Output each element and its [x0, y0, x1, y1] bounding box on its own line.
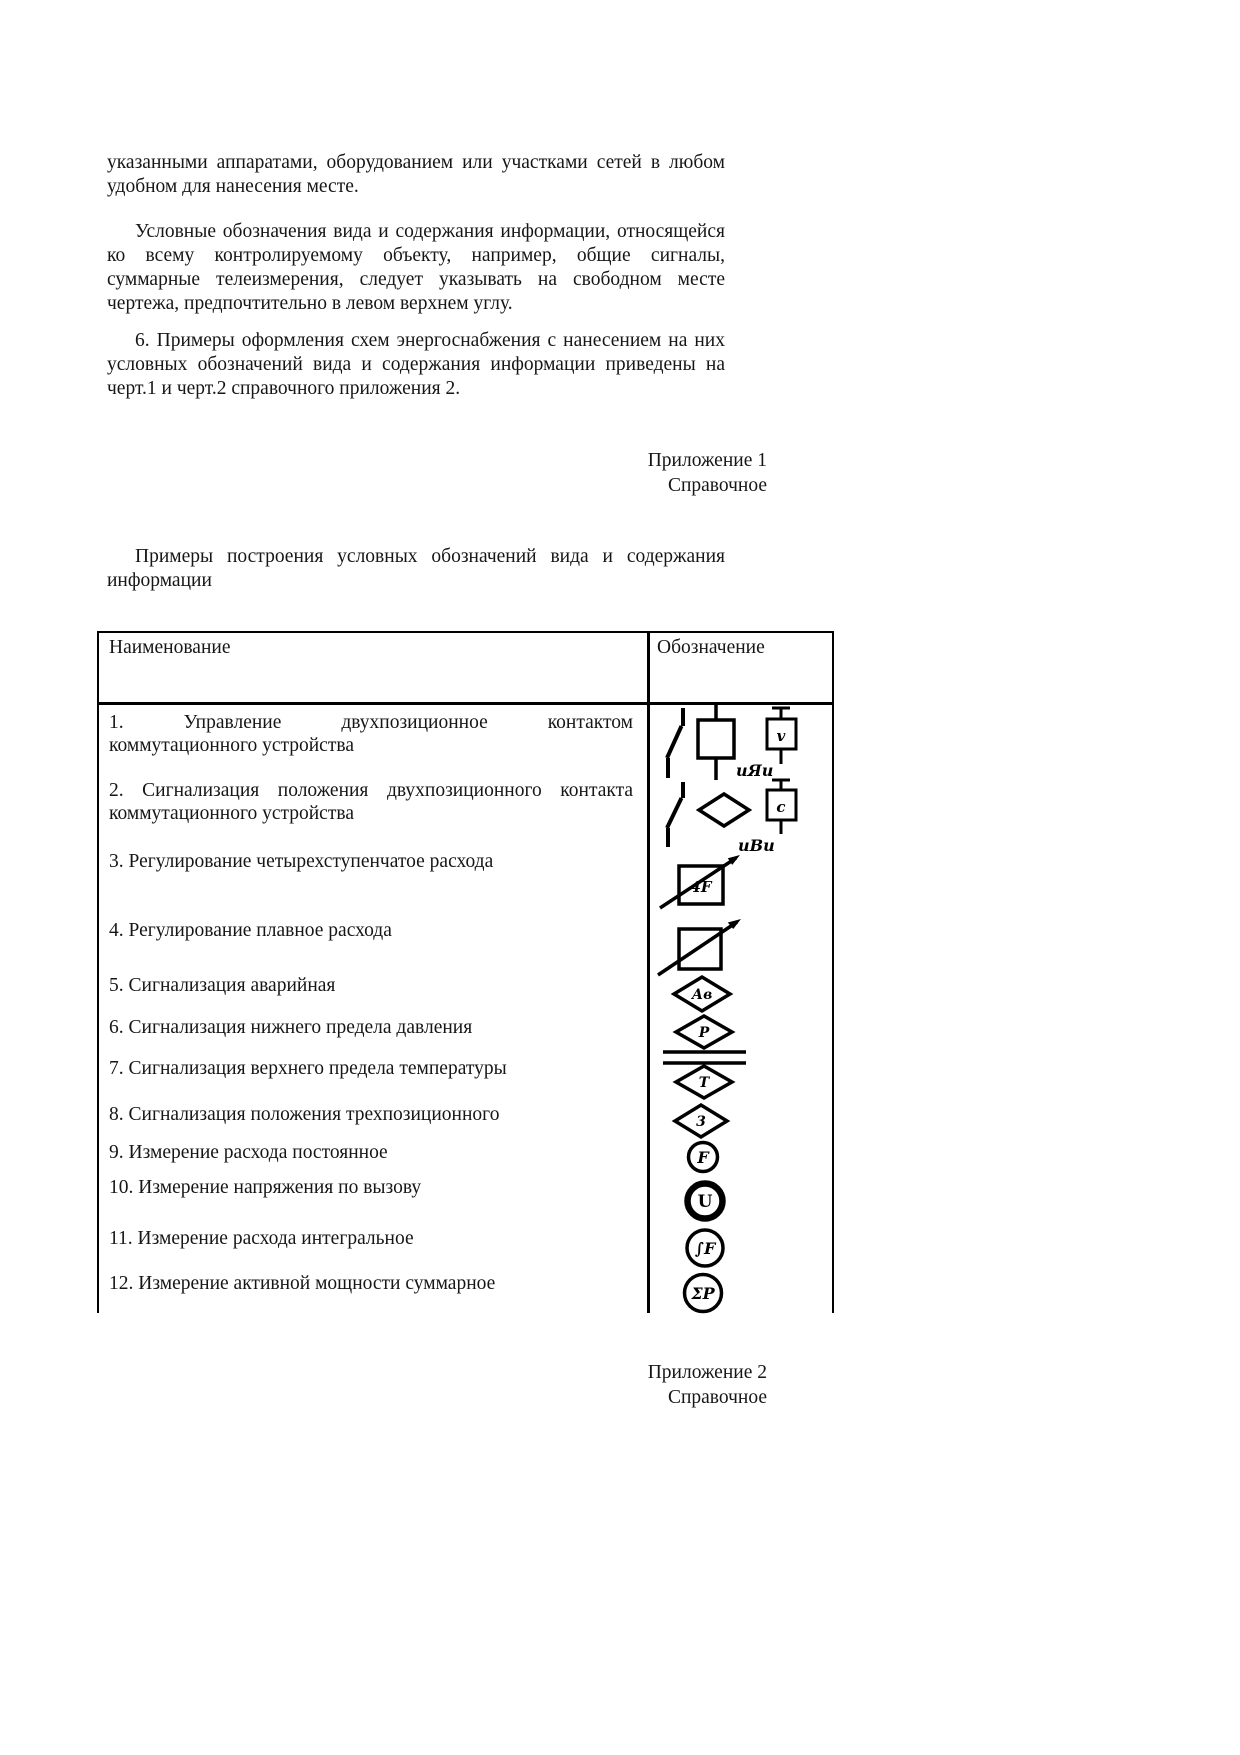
- symbol-row-1: [649, 705, 830, 781]
- box-letter: v: [776, 727, 786, 745]
- text-line: информации: [107, 570, 212, 591]
- symbol-row-2: [649, 778, 830, 858]
- table-body: [99, 705, 832, 1313]
- table-item-4: 4. Регулирование плавное расхода: [109, 920, 392, 941]
- table-item-2: [109, 780, 633, 825]
- body-paragraph-2: [107, 220, 725, 316]
- alarm-signal-icon: [649, 973, 830, 1015]
- table-caption: [107, 545, 725, 593]
- symbol-inscription: uВu: [738, 836, 775, 855]
- voltage-on-call-icon: [649, 1178, 830, 1225]
- table-item-8: 8. Сигнализация положения трехпозиционного: [109, 1104, 500, 1125]
- diamond-label: Т: [698, 1075, 710, 1091]
- text-line: условных обозначений вида и содержания информации приведены на: [107, 354, 725, 375]
- appendix-title: Приложение 1: [647, 450, 767, 471]
- symbol-row-3: [649, 853, 830, 911]
- circle-label: ∫F: [694, 1239, 716, 1258]
- text-line: 6. Примеры оформления схем энергоснабжения с нанесением на них: [135, 330, 725, 351]
- symbol-row-5: [649, 973, 830, 1015]
- table-item-11: 11. Измерение расхода интегральное: [109, 1228, 414, 1249]
- appendix-subtitle: Справочное: [667, 475, 767, 496]
- symbol-row-7: [649, 1058, 830, 1102]
- text-line: черт.1 и черт.2 справочного приложения 2.: [107, 378, 461, 399]
- three-position-signal-icon: [649, 1101, 830, 1141]
- body-paragraph-1: [107, 151, 725, 199]
- step-regulation-icon: [649, 853, 830, 911]
- symbol-row-12: [649, 1270, 830, 1318]
- diamond-label: 3: [696, 1114, 706, 1130]
- text-line: коммутационного устройства: [109, 802, 354, 824]
- text-line: удобном для нанесения месте.: [107, 176, 359, 197]
- column-header-designation: Обозначение: [657, 637, 765, 658]
- text-line: ко всему контролируемому объекту, например, общие сигналы,: [107, 245, 725, 266]
- symbol-row-11: [649, 1225, 830, 1271]
- appendix-subtitle: Справочное: [667, 1387, 767, 1408]
- signal-diamond-icon: [699, 794, 749, 826]
- smooth-regulation-icon: [649, 918, 830, 978]
- circle-label: ΣP: [691, 1284, 715, 1303]
- table-item-7: 7. Сигнализация верхнего предела температуры: [109, 1058, 507, 1079]
- text-line: чертежа, предпочтительно в левом верхнем углу.: [107, 293, 513, 314]
- symbol-row-8: [649, 1101, 830, 1141]
- text-line: коммутационного устройства: [109, 734, 354, 756]
- text-line: суммарные телеизмерения, следует указывать на свободном месте: [107, 269, 725, 290]
- symbol-row-4: [649, 918, 830, 978]
- table-item-6: 6. Сигнализация нижнего предела давления: [109, 1017, 473, 1038]
- symbol-row-6: [649, 1013, 830, 1061]
- symbol-row-9: [649, 1139, 830, 1176]
- table-item-1: [109, 712, 633, 757]
- text-line: 1. Управление двухпозиционное контактом: [109, 712, 633, 733]
- table-item-10: 10. Измерение напряжения по вызову: [109, 1177, 422, 1198]
- symbol-row-10: [649, 1178, 830, 1225]
- contact-square-box-icon: [649, 705, 830, 781]
- column-header-name: Наименование: [109, 637, 231, 658]
- appendix-title: Приложение 2: [647, 1362, 767, 1383]
- flow-measurement-icon: [649, 1139, 830, 1176]
- symbol-inscription: uЯu: [736, 761, 774, 780]
- square-label: 4F: [690, 878, 712, 896]
- contact-icon: [667, 708, 683, 778]
- contact-diamond-box-icon: [649, 778, 830, 858]
- designations-table: [97, 631, 834, 1313]
- table-header-row: [99, 633, 832, 705]
- table-item-12: 12. Измерение активной мощности суммарное: [109, 1273, 496, 1294]
- high-limit-temperature-icon: [649, 1058, 830, 1102]
- appendix-2-heading: [107, 1360, 767, 1410]
- control-square-icon: [698, 720, 734, 758]
- text-line: 2. Сигнализация положения двухпозиционного контакта: [109, 780, 633, 801]
- table-item-3: 3. Регулирование четырехступенчатое расхода: [109, 851, 494, 872]
- table-item-9: 9. Измерение расхода постоянное: [109, 1142, 388, 1163]
- total-active-power-icon: [649, 1270, 830, 1318]
- contact-icon: [667, 782, 683, 847]
- text-line: указанными аппаратами, оборудованием или участками сетей в любом: [107, 152, 725, 173]
- appendix-1-heading: [107, 448, 767, 498]
- diamond-label: Ав: [691, 987, 713, 1003]
- table-item-5: 5. Сигнализация аварийная: [109, 975, 336, 996]
- low-limit-pressure-icon: [649, 1013, 830, 1061]
- box-letter: c: [776, 798, 786, 816]
- circle-label: F: [697, 1148, 709, 1167]
- body-paragraph-3: [107, 329, 725, 401]
- diamond-label: Р: [698, 1025, 710, 1041]
- text-line: Условные обозначения вида и содержания информации, относящейся: [135, 221, 725, 242]
- circle-label: U: [697, 1192, 713, 1212]
- integral-flow-icon: [649, 1225, 830, 1271]
- text-line: Примеры построения условных обозначений вида и содержания: [135, 546, 725, 567]
